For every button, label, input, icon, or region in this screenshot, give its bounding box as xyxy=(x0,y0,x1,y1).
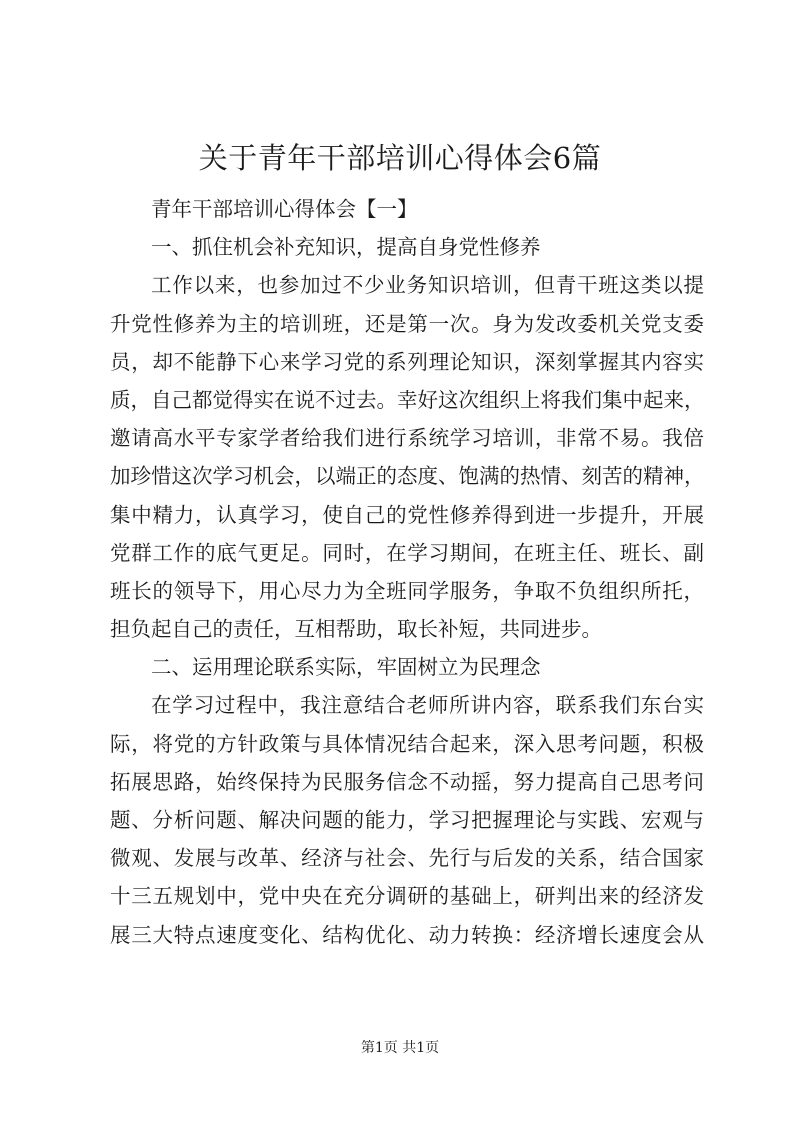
paragraph-line: 十三五规划中，党中央在充分调研的基础上，研判出来的经济发 xyxy=(110,884,704,909)
page-footer: 第1页 共1页 xyxy=(360,1040,440,1056)
paragraph-line: 质，自己都觉得实在说不过去。幸好这次组织上将我们集中起来， xyxy=(110,387,705,412)
paragraph-line: 集中精力，认真学习，使自己的党性修养得到进一步提升，开展 xyxy=(110,502,704,527)
paragraph-line: 升党性修养为主的培训班，还是第一次。身为发改委机关党支委 xyxy=(110,311,704,336)
paragraph-line: 加珍惜这次学习机会，以端正的态度、饱满的热情、刻苦的精神， xyxy=(110,464,705,489)
paragraph-line: 际，将党的方针政策与具体情况结合起来，深入思考问题，积极 xyxy=(110,731,704,756)
paragraph-line: 党群工作的底气更足。同时，在学习期间，在班主任、班长、副 xyxy=(110,540,704,565)
subsection-heading: 一、抓住机会补充知识，提高自身党性修养 xyxy=(151,235,541,260)
document-body xyxy=(110,190,704,954)
paragraph-line: 员，却不能静下心来学习党的系列理论知识，深刻掌握其内容实 xyxy=(110,349,704,374)
paragraph-line: 在学习过程中，我注意结合老师所讲内容，联系我们东台实 xyxy=(151,693,704,718)
paragraph-line: 拓展思路，始终保持为民服务信念不动摇，努力提高自己思考问 xyxy=(110,769,704,794)
section-heading: 青年干部培训心得体会【一】 xyxy=(151,197,418,221)
paragraph-line: 题、分析问题、解决问题的能力，学习把握理论与实践、宏观与 xyxy=(110,808,704,832)
document-title: 关于青年干部培训心得体会6篇 xyxy=(198,141,602,175)
subsection-heading: 二、运用理论联系实际，牢固树立为民理念 xyxy=(151,655,541,680)
paragraph-line: 工作以来，也参加过不少业务知识培训，但青干班这类以提 xyxy=(151,273,704,298)
paragraph-line: 邀请高水平专家学者给我们进行系统学习培训，非常不易。我倍 xyxy=(110,426,704,451)
paragraph-line: 班长的领导下，用心尽力为全班同学服务，争取不负组织所托， xyxy=(110,578,704,603)
paragraph-line: 展三大特点速度变化、结构优化、动力转换：经济增长速度会从 xyxy=(110,922,704,947)
paragraph-line: 微观、发展与改革、经济与社会、先行与后发的关系，结合国家 xyxy=(110,846,704,871)
paragraph-line: 担负起自己的责任，互相帮助，取长补短，共同进步。 xyxy=(110,617,602,642)
